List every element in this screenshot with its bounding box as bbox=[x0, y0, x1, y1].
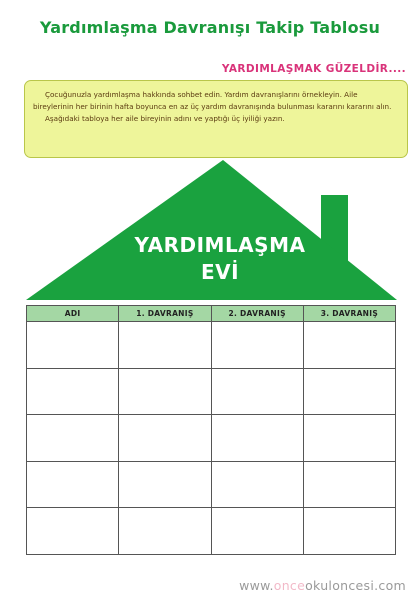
column-header-behavior-2: 2. DAVRANIŞ bbox=[211, 306, 303, 322]
tracking-table bbox=[26, 305, 396, 555]
table-cell[interactable] bbox=[211, 322, 303, 369]
table-cell[interactable] bbox=[27, 368, 119, 415]
table-cell[interactable] bbox=[119, 368, 211, 415]
watermark-prefix: www. bbox=[239, 578, 274, 593]
table-cell[interactable] bbox=[303, 322, 395, 369]
column-header-name: ADI bbox=[27, 306, 119, 322]
instructions-paragraph-2: Aşağıdaki tabloya her aile bireyinin adını ve yaptığı üç iyiliği yazın. bbox=[45, 114, 285, 123]
table-cell[interactable] bbox=[303, 508, 395, 555]
table-cell[interactable] bbox=[27, 461, 119, 508]
table-row bbox=[27, 461, 396, 508]
table-cell[interactable] bbox=[211, 461, 303, 508]
table-cell[interactable] bbox=[211, 415, 303, 462]
website-watermark bbox=[239, 578, 406, 593]
table-cell[interactable] bbox=[119, 461, 211, 508]
table-cell[interactable] bbox=[27, 415, 119, 462]
table-cell[interactable] bbox=[303, 415, 395, 462]
table-row bbox=[27, 368, 396, 415]
column-header-behavior-3: 3. DAVRANIŞ bbox=[303, 306, 395, 322]
table-cell[interactable] bbox=[211, 508, 303, 555]
column-header-behavior-1: 1. DAVRANIŞ bbox=[119, 306, 211, 322]
watermark-accent: once bbox=[273, 578, 306, 593]
table-cell[interactable] bbox=[27, 322, 119, 369]
table-cell[interactable] bbox=[119, 508, 211, 555]
table-cell[interactable] bbox=[119, 322, 211, 369]
house-title-line-2: EVİ bbox=[200, 260, 240, 284]
table-cell[interactable] bbox=[27, 508, 119, 555]
table-cell[interactable] bbox=[303, 461, 395, 508]
watermark-suffix: okuloncesi.com bbox=[305, 578, 406, 593]
table-cell[interactable] bbox=[303, 368, 395, 415]
page-title: Yardımlaşma Davranışı Takip Tablosu bbox=[39, 18, 381, 37]
table-cell[interactable] bbox=[211, 368, 303, 415]
house-title bbox=[110, 232, 330, 286]
slogan: YARDIMLAŞMAK GÜZELDİR.... bbox=[221, 63, 406, 75]
table-cell[interactable] bbox=[119, 415, 211, 462]
house-title-line-1: YARDIMLAŞMA bbox=[134, 233, 306, 257]
table-row bbox=[27, 508, 396, 555]
table-header-row bbox=[27, 306, 396, 322]
instructions-paragraph-1: Çocuğunuzla yardımlaşma hakkında sohbet edin. Yardım davranışlarını örnekleyin. Aile bireylerinin her birinin hafta boyunca en az üç yardım davranışında bulunması kararını kararını alın. bbox=[33, 90, 392, 111]
table-row bbox=[27, 322, 396, 369]
table-row bbox=[27, 415, 396, 462]
